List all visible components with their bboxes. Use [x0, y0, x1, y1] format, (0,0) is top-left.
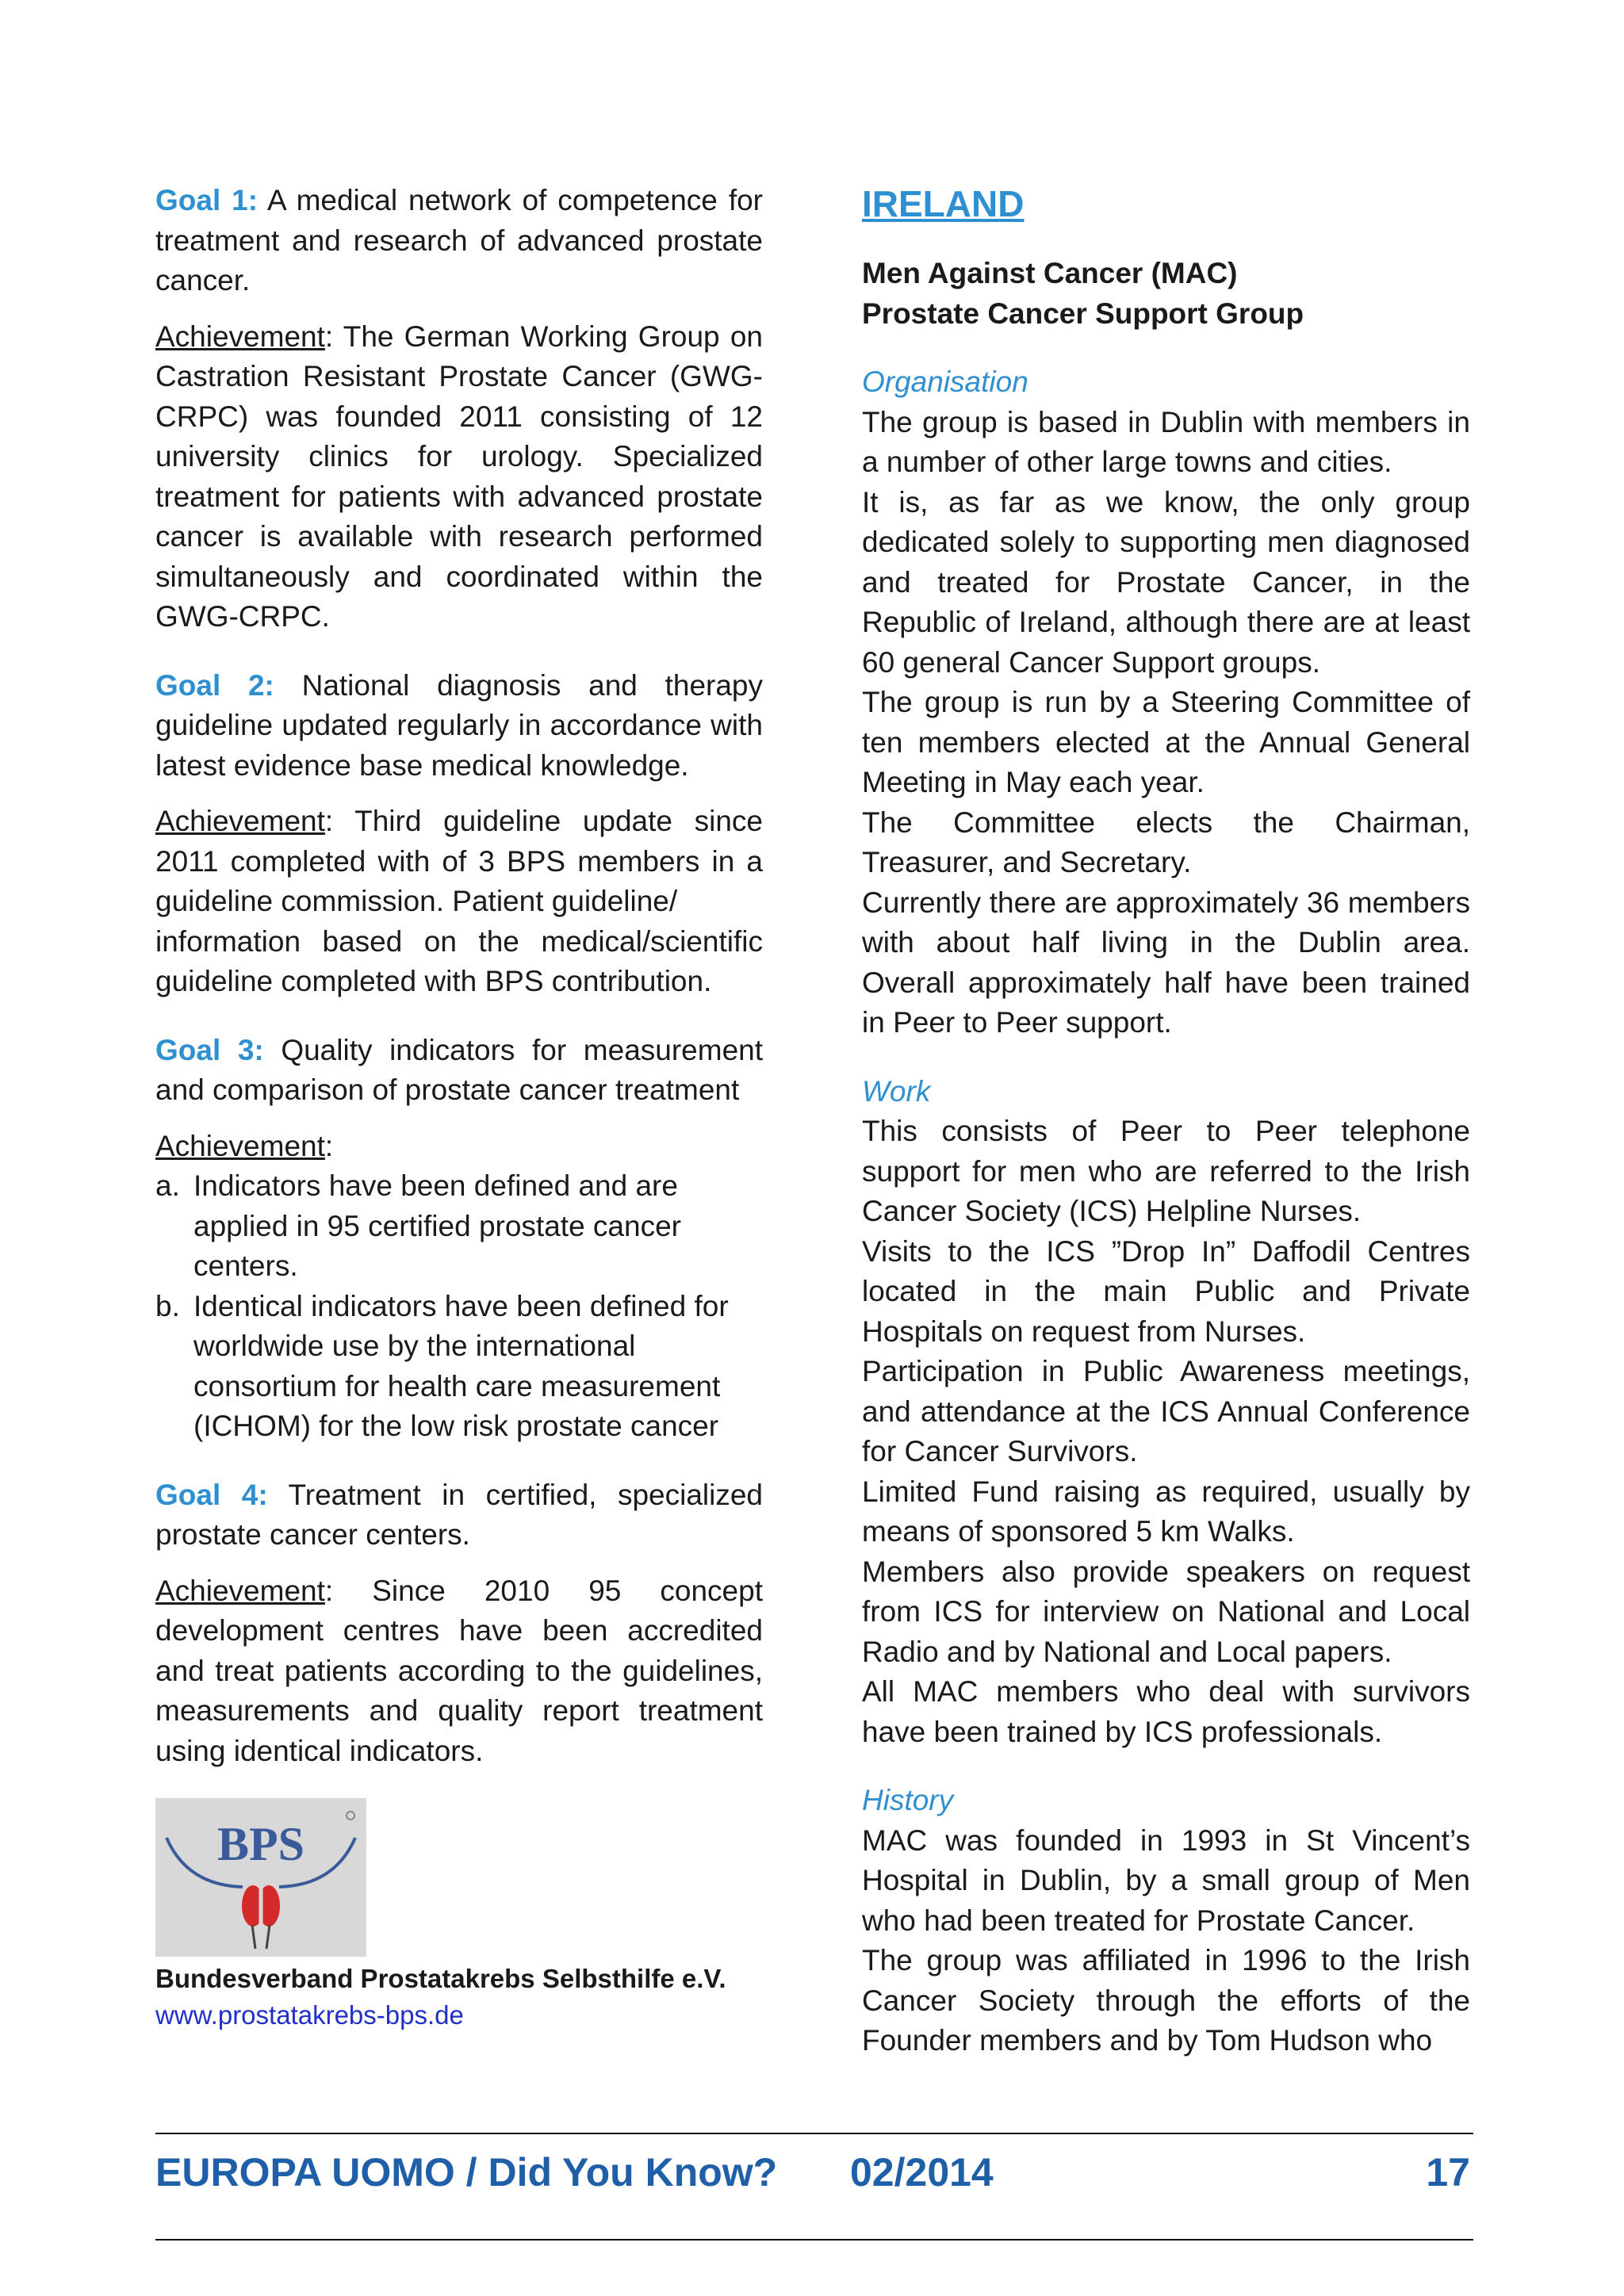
- achievement-label: Achievement: [155, 1129, 325, 1162]
- list-marker: b.: [155, 1289, 180, 1322]
- goal-2-label: Goal 2:: [155, 668, 274, 702]
- paragraph: Participation in Public Awareness meetings, and attendance at the ICS Annual Conference for Cancer Survivors.: [862, 1355, 1470, 1468]
- page-footer: [155, 2133, 1473, 2241]
- org-title-line-1: Men Against Cancer (MAC): [862, 257, 1238, 289]
- goal-3-achievement: [155, 1127, 763, 1167]
- goal-3-label: Goal 3:: [155, 1033, 264, 1066]
- paragraph: Limited Fund raising as required, usually by means of sponsored 5 km Walks.: [862, 1475, 1470, 1548]
- achievement-label: Achievement: [155, 320, 325, 353]
- goal-1: [155, 181, 763, 301]
- bps-logo-text: BPS: [216, 1818, 305, 1870]
- goal-1-label: Goal 1:: [155, 184, 259, 216]
- achievement-text: : Third guideline update since 2011 completed with of 3 BPS members in a guideline commission. Patient guideline/: [155, 805, 763, 917]
- goal-1-text: A medical network of competence for treatment and research of advanced prostate cancer.: [155, 184, 763, 297]
- achievement-colon: :: [324, 1129, 334, 1162]
- bps-logo-icon: [155, 1798, 366, 1957]
- left-column: [155, 181, 763, 2033]
- org-name: Bundesverband Prostatakrebs Selbsthilfe e.V.: [155, 1964, 726, 1993]
- list-item: [155, 1287, 763, 1447]
- section-title-organisation: Organisation: [862, 365, 1028, 398]
- bps-logo: [155, 1798, 366, 1957]
- section-title-work: Work: [862, 1074, 931, 1108]
- paragraph: This consists of Peer to Peer telephone support for men who are referred to the Irish Cancer Society (ICS) Helpline Nurses.: [862, 1115, 1470, 1227]
- paragraph: The group is based in Dublin with members in a number of other large towns and cities.: [862, 405, 1470, 478]
- goal-4: [155, 1475, 763, 1556]
- paragraph: It is, as far as we know, the only group dedicated solely to supporting men diagnosed and treated for Prostate Cancer, in the Republic of Ireland, although there are at least 60 general Cancer Support groups.: [862, 485, 1470, 679]
- goal-3-text: Quality indicators for measurement and comparison of prostate cancer treatment: [155, 1033, 763, 1106]
- paragraph: The Committee elects the Chairman, Treasurer, and Secretary.: [862, 806, 1470, 878]
- paragraph: Members also provide speakers on request from ICS for interview on National and Local Radio and by National and Local papers.: [862, 1555, 1470, 1668]
- paragraph: Currently there are approximately 36 members with about half living in the Dublin area. Overall approximately half have been trained in Peer to Peer support.: [862, 886, 1470, 1039]
- list-text: Identical indicators have been defined for worldwide use by the international consortium for health care measurement (ICHOM) for the low risk prostate cancer: [193, 1289, 729, 1442]
- goal-2: [155, 666, 763, 786]
- paragraph: All MAC members who deal with survivors have been trained by ICS professionals.: [862, 1675, 1470, 1748]
- section-title-history: History: [862, 1784, 954, 1816]
- country-heading: IRELAND: [862, 183, 1025, 224]
- goal-1-achievement: [155, 317, 763, 637]
- list-marker: a.: [155, 1169, 180, 1202]
- achievement-text: : Since 2010 95 concept development centres have been accredited and treat patients according to the guidelines, measurements and quality report treatment using identical indicators.: [155, 1574, 763, 1767]
- goal-4-text: Treatment in certified, specialized prostate cancer centers.: [155, 1478, 764, 1551]
- goal-2-achievement-cont: information based on the medical/scientific guideline completed with BPS contribution.: [155, 924, 763, 997]
- goal-3: [155, 1031, 763, 1111]
- org-url-link[interactable]: www.prostatakrebs-bps.de: [155, 2000, 464, 2030]
- list-item: [155, 1166, 763, 1287]
- goal-2-achievement: [155, 802, 763, 922]
- goal-4-label: Goal 4:: [155, 1478, 268, 1511]
- achievement-text: : The German Working Group on Castration Resistant Prostate Cancer (GWG-CRPC) was founded 2011 consisting of 12 university clinics for urology. Specialized treatment for patients with advanced prostate cancer is available with research performed simultaneously and coordinated within the GWG-CRPC.: [155, 320, 763, 633]
- paragraph: The group was affiliated in 1996 to the Irish Cancer Society through the efforts of the Founder members and by Tom Hudson who: [862, 1944, 1470, 2057]
- footer-date: 02/2014: [850, 2150, 994, 2195]
- paragraph: Visits to the ICS ”Drop In” Daffodil Centres located in the main Public and Private Hospitals on request from Nurses.: [862, 1234, 1470, 1348]
- footer-title: EUROPA UOMO / Did You Know?: [155, 2150, 778, 2195]
- org-title-line-2: Prostate Cancer Support Group: [862, 297, 1304, 330]
- achievement-label: Achievement: [155, 805, 325, 837]
- paragraph: The group is run by a Steering Committee of ten members elected at the Annual General Meeting in May each year.: [862, 686, 1470, 798]
- goal-4-achievement: [155, 1571, 763, 1772]
- goal-2-text: National diagnosis and therapy guideline updated regularly in accordance with latest evidence base medical knowledge.: [155, 668, 764, 782]
- right-column: [862, 181, 1470, 2061]
- page-number: 17: [1426, 2150, 1470, 2195]
- paragraph: MAC was founded in 1993 in St Vincent’s Hospital in Dublin, by a small group of Men who had been treated for Prostate Cancer.: [862, 1823, 1470, 1937]
- list-text: Indicators have been defined and are applied in 95 certified prostate cancer centers.: [193, 1169, 681, 1282]
- achievement-label: Achievement: [155, 1574, 325, 1607]
